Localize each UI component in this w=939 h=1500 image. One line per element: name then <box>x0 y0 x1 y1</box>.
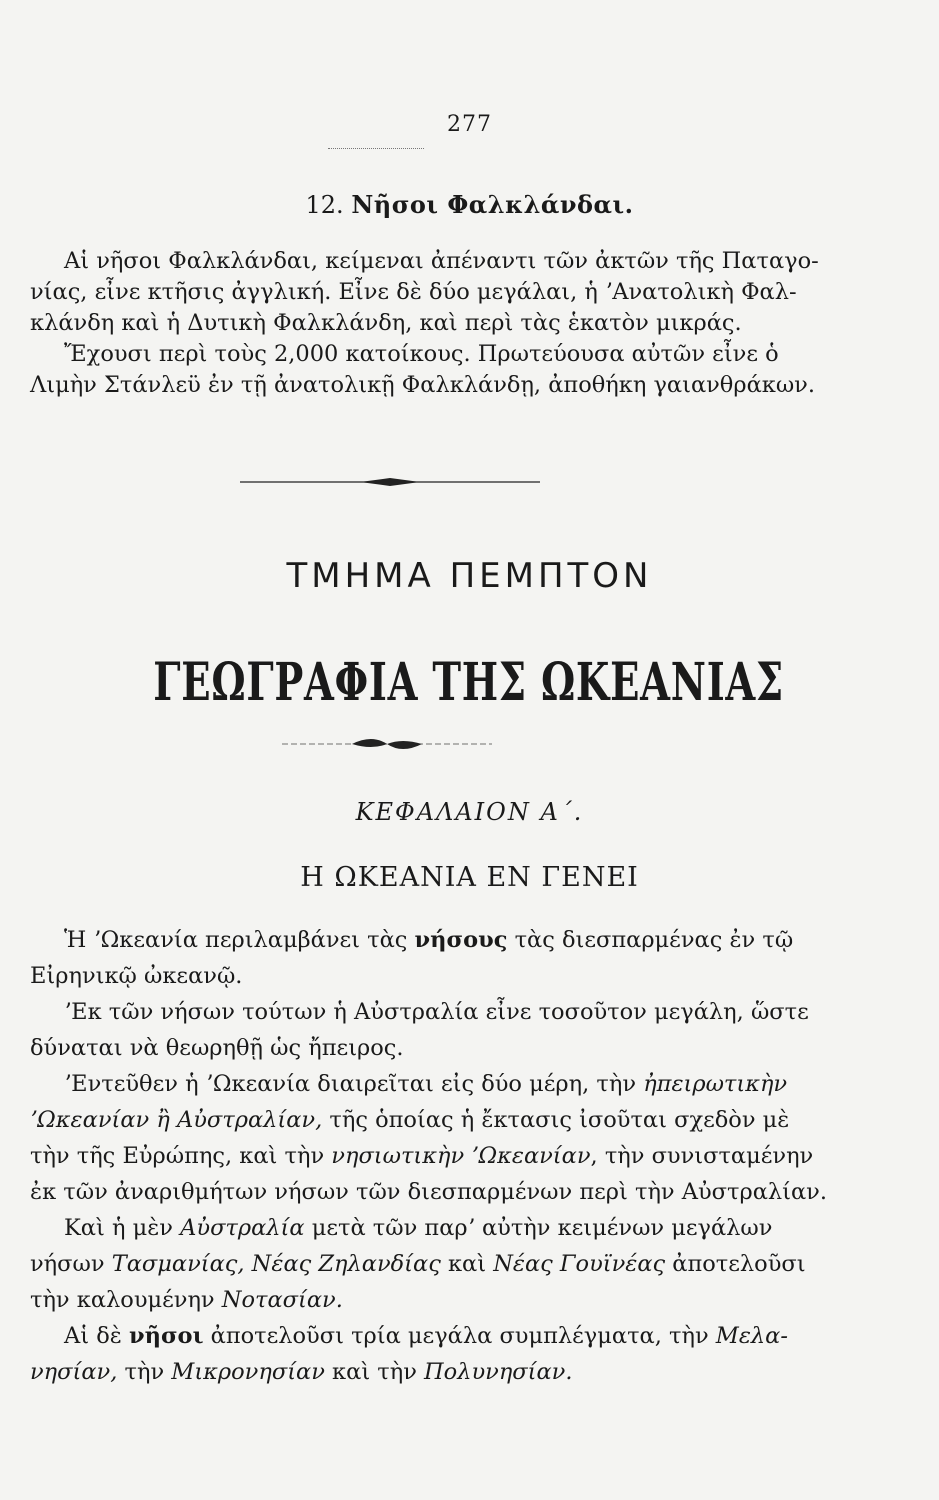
text-line: νησίαν, τὴν Μικρονησίαν καὶ τὴν Πολυνησίαν. <box>30 1359 573 1385</box>
main-title: ΓΕΩΓΡΑΦΙΑ ΤΗΣ ΩΚΕΑΝΙΑΣ <box>153 652 784 713</box>
ornament-flourish <box>282 732 492 756</box>
text-line: τὴν καλουμένην Νοτασίαν. <box>30 1287 343 1313</box>
chapter-title: Η ΩΚΕΑΝΙΑ ΕΝ ΓΕΝΕΙ <box>300 862 639 893</box>
text-line: Αἱ δὲ νῆσοι ἀποτελοῦσι τρία μεγάλα συμπλέγματα, τὴν Μελα- <box>64 1323 788 1349</box>
section-title: Νῆσοι Φαλκλάνδαι. <box>351 190 634 219</box>
section-number: 12. <box>305 191 344 219</box>
text-line: Λιμὴν Στάνλεϋ ἐν τῇ ἀνατολικῇ Φαλκλάνδῃ, ἀποθήκη γαιανθράκων. <box>30 372 816 398</box>
text-line: ʼΩκεανίαν ἢ Αὐστραλίαν, τῆς ὁποίας ἡ ἔκτασις ἰσοῦται σχεδὸν μὲ <box>30 1107 790 1133</box>
text-line: Ἡ ʼΩκεανία περιλαμβάνει τὰς νήσους τὰς διεσπαρμένας ἐν τῷ <box>64 927 794 953</box>
text-line: τὴν τῆς Εὐρώπης, καὶ τὴν νησιωτικὴν ʼΩκεανίαν, τὴν συνισταμένην <box>30 1143 814 1169</box>
page-number-rule <box>328 148 424 149</box>
section-heading <box>0 190 939 219</box>
oceania-text <box>30 922 828 1390</box>
text-line: Καὶ ἡ μὲν Αὐστραλία μετὰ τῶν παρʼ αὐτὴν κειμένων μεγάλων <box>64 1215 773 1241</box>
text-line: ʼΕκ τῶν νήσων τούτων ἡ Αὐστραλία εἶνε τοσοῦτον μεγάλη, ὥστε <box>64 999 809 1025</box>
chapter-heading: ΚΕΦΑΛΑΙΟΝ Α΄. <box>355 798 584 826</box>
text-line: δύναται νὰ θεωρηθῇ ὡς ἤπειρος. <box>30 1035 404 1061</box>
text-line: Αἱ νῆσοι Φαλκλάνδαι, κείμεναι ἀπέναντι τῶν ἀκτῶν τῆς Παταγο- <box>64 248 819 274</box>
text-line: νίας, εἶνε κτῆσις ἀγγλική. Εἶνε δὲ δύο μεγάλαι, ἡ ʼΑνατολικὴ Φαλ- <box>30 279 797 305</box>
text-line: ἐκ τῶν ἀναριθμήτων νήσων τῶν διεσπαρμένων περὶ τὴν Αὐστραλίαν. <box>30 1179 828 1205</box>
text-line: Ἔχουσι περὶ τοὺς 2,000 κατοίκους. Πρωτεύουσα αὐτῶν εἶνε ὁ <box>64 341 779 367</box>
falkland-paragraph <box>30 246 819 401</box>
text-line: νήσων Τασμανίας, Νέας Ζηλανδίας καὶ Νέας Γουϊνέας ἀποτελοῦσι <box>30 1251 806 1277</box>
text-line: ʼΕντεῦθεν ἡ ʼΩκεανία διαιρεῖται εἰς δύο μέρη, τὴν ἠπειρωτικὴν <box>64 1071 788 1097</box>
ornament-divider <box>240 472 540 492</box>
text-line: κλάνδη καὶ ἡ Δυτικὴ Φαλκλάνδη, καὶ περὶ τὰς ἑκατὸν μικράς. <box>30 310 742 336</box>
page-number: 277 <box>447 112 492 137</box>
text-line: Εἰρηνικῷ ὠκεανῷ. <box>30 963 243 989</box>
part-title: ΤΜΗΜΑ ΠΕΜΠΤΟΝ <box>286 556 653 596</box>
